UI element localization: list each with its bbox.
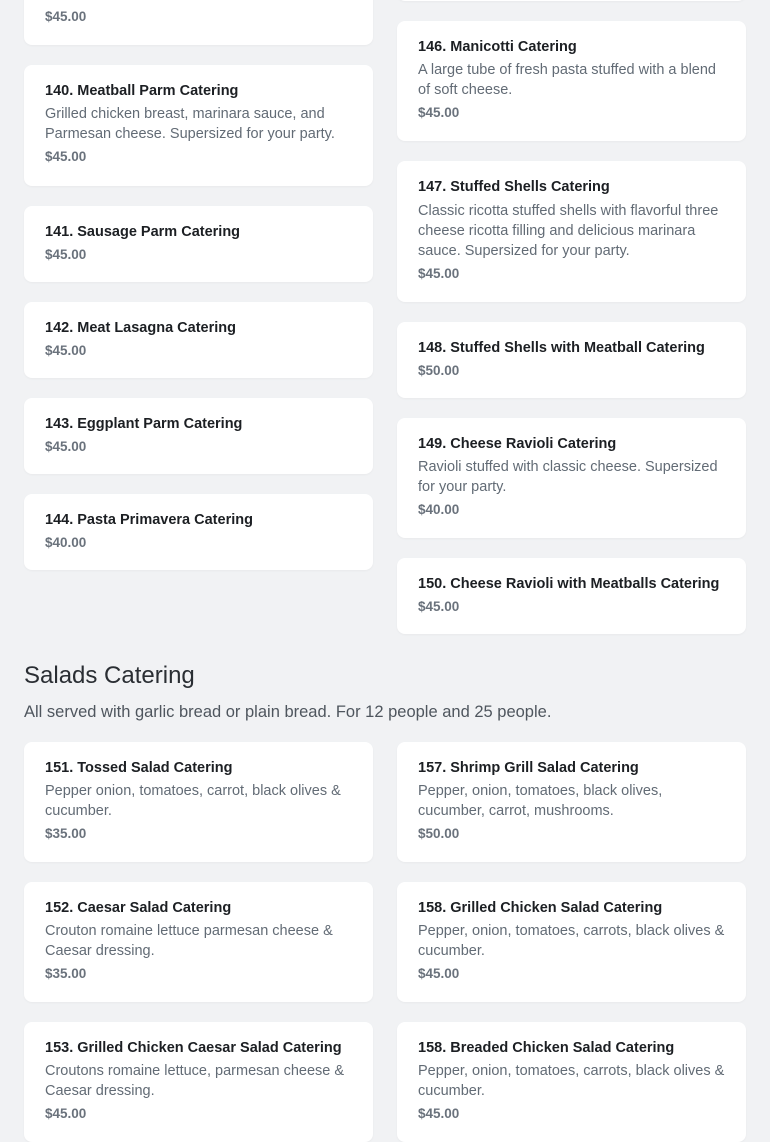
menu-item-card[interactable]	[24, 398, 373, 474]
item-name: 144. Pasta Primavera Catering	[45, 512, 253, 528]
item-description: Pepper, onion, tomatoes, carrots, black olives & cucumber.	[418, 1063, 725, 1099]
menu-item-card[interactable]	[24, 882, 373, 1002]
item-description: Classic ricotta stuffed shells with flavorful three cheese ricotta filling and delicious marinara sauce. Supersized for your party.	[418, 203, 719, 259]
menu-item-card[interactable]	[24, 65, 373, 186]
item-price: $50.00	[418, 826, 460, 841]
item-name: 157. Shrimp Grill Salad Catering	[418, 760, 639, 776]
item-description: Ravioli stuffed with classic cheese. Supersized for your party.	[418, 459, 718, 495]
item-description: A large tube of fresh pasta stuffed with a blend of soft cheese.	[418, 62, 716, 98]
item-price: $35.00	[45, 826, 87, 841]
item-name: 146. Manicotti Catering	[418, 39, 577, 55]
item-name: 140. Meatball Parm Catering	[45, 83, 239, 99]
item-description: Pepper, onion, tomatoes, black olives, cucumber, carrot, mushrooms.	[418, 783, 663, 819]
item-price: $45.00	[45, 343, 87, 358]
section-title: Salads Catering	[24, 662, 195, 689]
menu-item-card[interactable]	[24, 302, 373, 378]
menu-item-card[interactable]	[397, 742, 746, 862]
item-name: 151. Tossed Salad Catering	[45, 760, 233, 776]
item-name: 147. Stuffed Shells Catering	[418, 179, 610, 195]
menu-item-card[interactable]	[397, 161, 746, 302]
item-name: 142. Meat Lasagna Catering	[45, 320, 236, 336]
item-name: 148. Stuffed Shells with Meatball Catering	[418, 340, 705, 356]
item-price: $40.00	[45, 535, 87, 550]
item-price: $45.00	[418, 266, 460, 281]
menu-item-card[interactable]	[397, 418, 746, 538]
section-subtitle: All served with garlic bread or plain bread. For 12 people and 25 people.	[24, 703, 552, 721]
item-price: $45.00	[45, 149, 87, 164]
item-description: Crouton romaine lettuce parmesan cheese & Caesar dressing.	[45, 923, 333, 959]
menu-item-card[interactable]	[24, 0, 373, 45]
menu-item-card[interactable]	[24, 206, 373, 282]
item-price: $45.00	[418, 599, 460, 614]
item-name: 141. Sausage Parm Catering	[45, 224, 241, 240]
item-name: 158. Breaded Chicken Salad Catering	[418, 1040, 675, 1056]
item-name: 152. Caesar Salad Catering	[45, 900, 232, 916]
menu-item-card[interactable]	[397, 882, 746, 1002]
item-price: $45.00	[45, 1106, 87, 1121]
item-price: $45.00	[45, 439, 87, 454]
menu-item-card[interactable]	[397, 21, 746, 141]
menu-item-card[interactable]	[24, 742, 373, 862]
item-description: Croutons romaine lettuce, parmesan cheese & Caesar dressing.	[45, 1063, 345, 1099]
item-price: $45.00	[418, 966, 460, 981]
item-name: 150. Cheese Ravioli with Meatballs Catering	[418, 576, 720, 592]
item-name: 149. Cheese Ravioli Catering	[418, 436, 617, 452]
item-description: Pepper, onion, tomatoes, carrots, black olives & cucumber.	[418, 923, 725, 959]
item-price: $45.00	[45, 9, 87, 24]
menu-item-card[interactable]	[397, 322, 746, 398]
item-name: 143. Eggplant Parm Catering	[45, 416, 243, 432]
menu-item-card[interactable]	[397, 558, 746, 634]
item-description: Pepper onion, tomatoes, carrot, black olives & cucumber.	[45, 783, 341, 819]
item-price: $35.00	[45, 966, 87, 981]
menu-item-card[interactable]	[397, 0, 746, 1]
item-price: $45.00	[45, 247, 87, 262]
item-name: 153. Grilled Chicken Caesar Salad Catering	[45, 1040, 342, 1056]
menu-item-card[interactable]	[397, 1022, 746, 1142]
item-price: $45.00	[418, 105, 460, 120]
item-description: Grilled chicken breast, marinara sauce, and Parmesan cheese. Supersized for your party.	[45, 106, 335, 142]
menu-item-card[interactable]	[24, 1022, 373, 1142]
item-name: 158. Grilled Chicken Salad Catering	[418, 900, 663, 916]
item-price: $45.00	[418, 1106, 460, 1121]
item-price: $50.00	[418, 363, 460, 378]
item-price: $40.00	[418, 502, 460, 517]
menu-item-card[interactable]	[24, 494, 373, 570]
